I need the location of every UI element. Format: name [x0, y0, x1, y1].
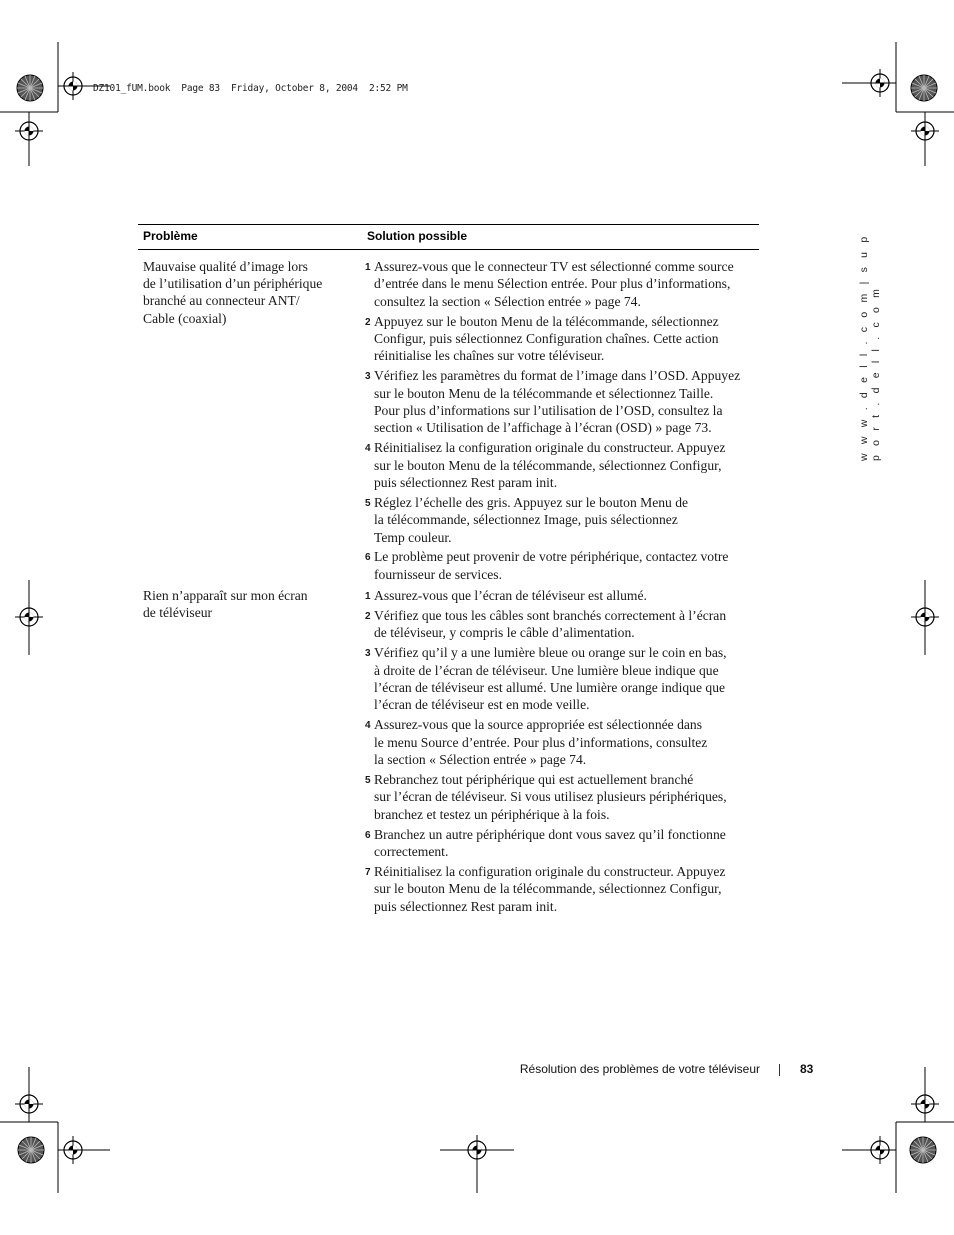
- step-text: Branchez un autre périphérique dont vous savez qu’il fonctionne correctement.: [374, 826, 726, 859]
- page-number: 83: [800, 1062, 814, 1076]
- step-text: Appuyez sur le bouton Menu de la télécommande, sélectionnez Configur, puis sélectionnez Configuration chaînes. Cette action réinitialise les chaînes sur votre téléviseur.: [374, 313, 719, 364]
- step-number: 4: [365, 720, 371, 732]
- step-text: Vérifiez que tous les câbles sont branchés correctement à l’écran de téléviseur, y compris le câble d’alimentation.: [374, 608, 727, 641]
- step-number: 4: [365, 443, 371, 455]
- header-problem: Problème: [143, 229, 198, 243]
- step-number: 6: [365, 829, 371, 841]
- step-text: Assurez-vous que le connecteur TV est sélectionné comme source d’entrée dans le menu Sélection entrée. Pour plus d’informations, consultez la section « Sélection entrée » page 74.: [374, 259, 734, 309]
- step-number: 3: [365, 371, 371, 383]
- problem-cell: Mauvaise qualité d’image lors de l’utilisation d’un périphérique branché au connecteur ANT/ Cable (coaxial): [143, 259, 323, 326]
- step-number: 5: [365, 774, 371, 786]
- step-text: Assurez-vous que l’écran de téléviseur est allumé.: [374, 588, 647, 604]
- step-number: 5: [365, 497, 371, 509]
- step-number: 2: [365, 316, 371, 328]
- step-text: Vérifiez qu’il y a une lumière bleue ou orange sur le coin en bas, à droite de l’écran de téléviseur. Une lumière bleue indique que l’écran de téléviseur est allumé. Une lumière orange indique que l’écran de téléviseur est en mode veille.: [374, 645, 727, 713]
- print-header: DZ101_fUM.book Page 83 Friday, October 8, 2004 2:52 PM: [93, 83, 408, 94]
- step-number: 1: [365, 591, 371, 603]
- side-url-text: w w w . d e l l . c o m | s u p p o r t . d e l l . c o m: [858, 233, 882, 461]
- step-text: Réinitialisez la configuration originale du constructeur. Appuyez sur le bouton Menu de la télécommande, sélectionnez Configur, puis sélectionnez Rest param init.: [374, 863, 726, 914]
- step-number: 2: [365, 611, 371, 623]
- step-text: Le problème peut provenir de votre périphérique, contactez votre fournisseur de services.: [374, 549, 729, 582]
- step-text: Réinitialisez la configuration originale du constructeur. Appuyez sur le bouton Menu de la télécommande, sélectionnez Configur, puis sélectionnez Rest param init.: [374, 440, 726, 491]
- step-number: 6: [365, 552, 371, 564]
- step-number: 7: [365, 866, 371, 878]
- step-text: Assurez-vous que la source appropriée est sélectionnée dans le menu Source d’entrée. Pour plus d’informations, consultez la section « Sélection entrée » page 74.: [374, 717, 708, 768]
- header-solution: Solution possible: [367, 229, 468, 243]
- step-number: 3: [365, 648, 371, 660]
- step-number: 1: [365, 262, 371, 273]
- step-text: Vérifiez les paramètres du format de l’image dans l’OSD. Appuyez sur le bouton Menu de la télécommande et sélectionnez Taille. Pour plus d’informations sur l’utilisation de l’OSD, consultez la section « Utilisation de l’affichage à l’écran (OSD) » page 73.: [374, 368, 741, 436]
- step-text: Rebranchez tout périphérique qui est actuellement branché sur l’écran de téléviseur. Si vous utilisez plusieurs périphériques, branchez et testez un périphérique à la fois.: [374, 771, 727, 822]
- step-text: Réglez l’échelle des gris. Appuyez sur le bouton Menu de la télécommande, sélectionnez Image, puis sélectionnez Temp couleur.: [374, 494, 689, 545]
- problem-cell: Rien n’apparaît sur mon écran de téléviseur: [143, 588, 308, 621]
- footer-chapter-title: Résolution des problèmes de votre téléviseur: [519, 1062, 760, 1076]
